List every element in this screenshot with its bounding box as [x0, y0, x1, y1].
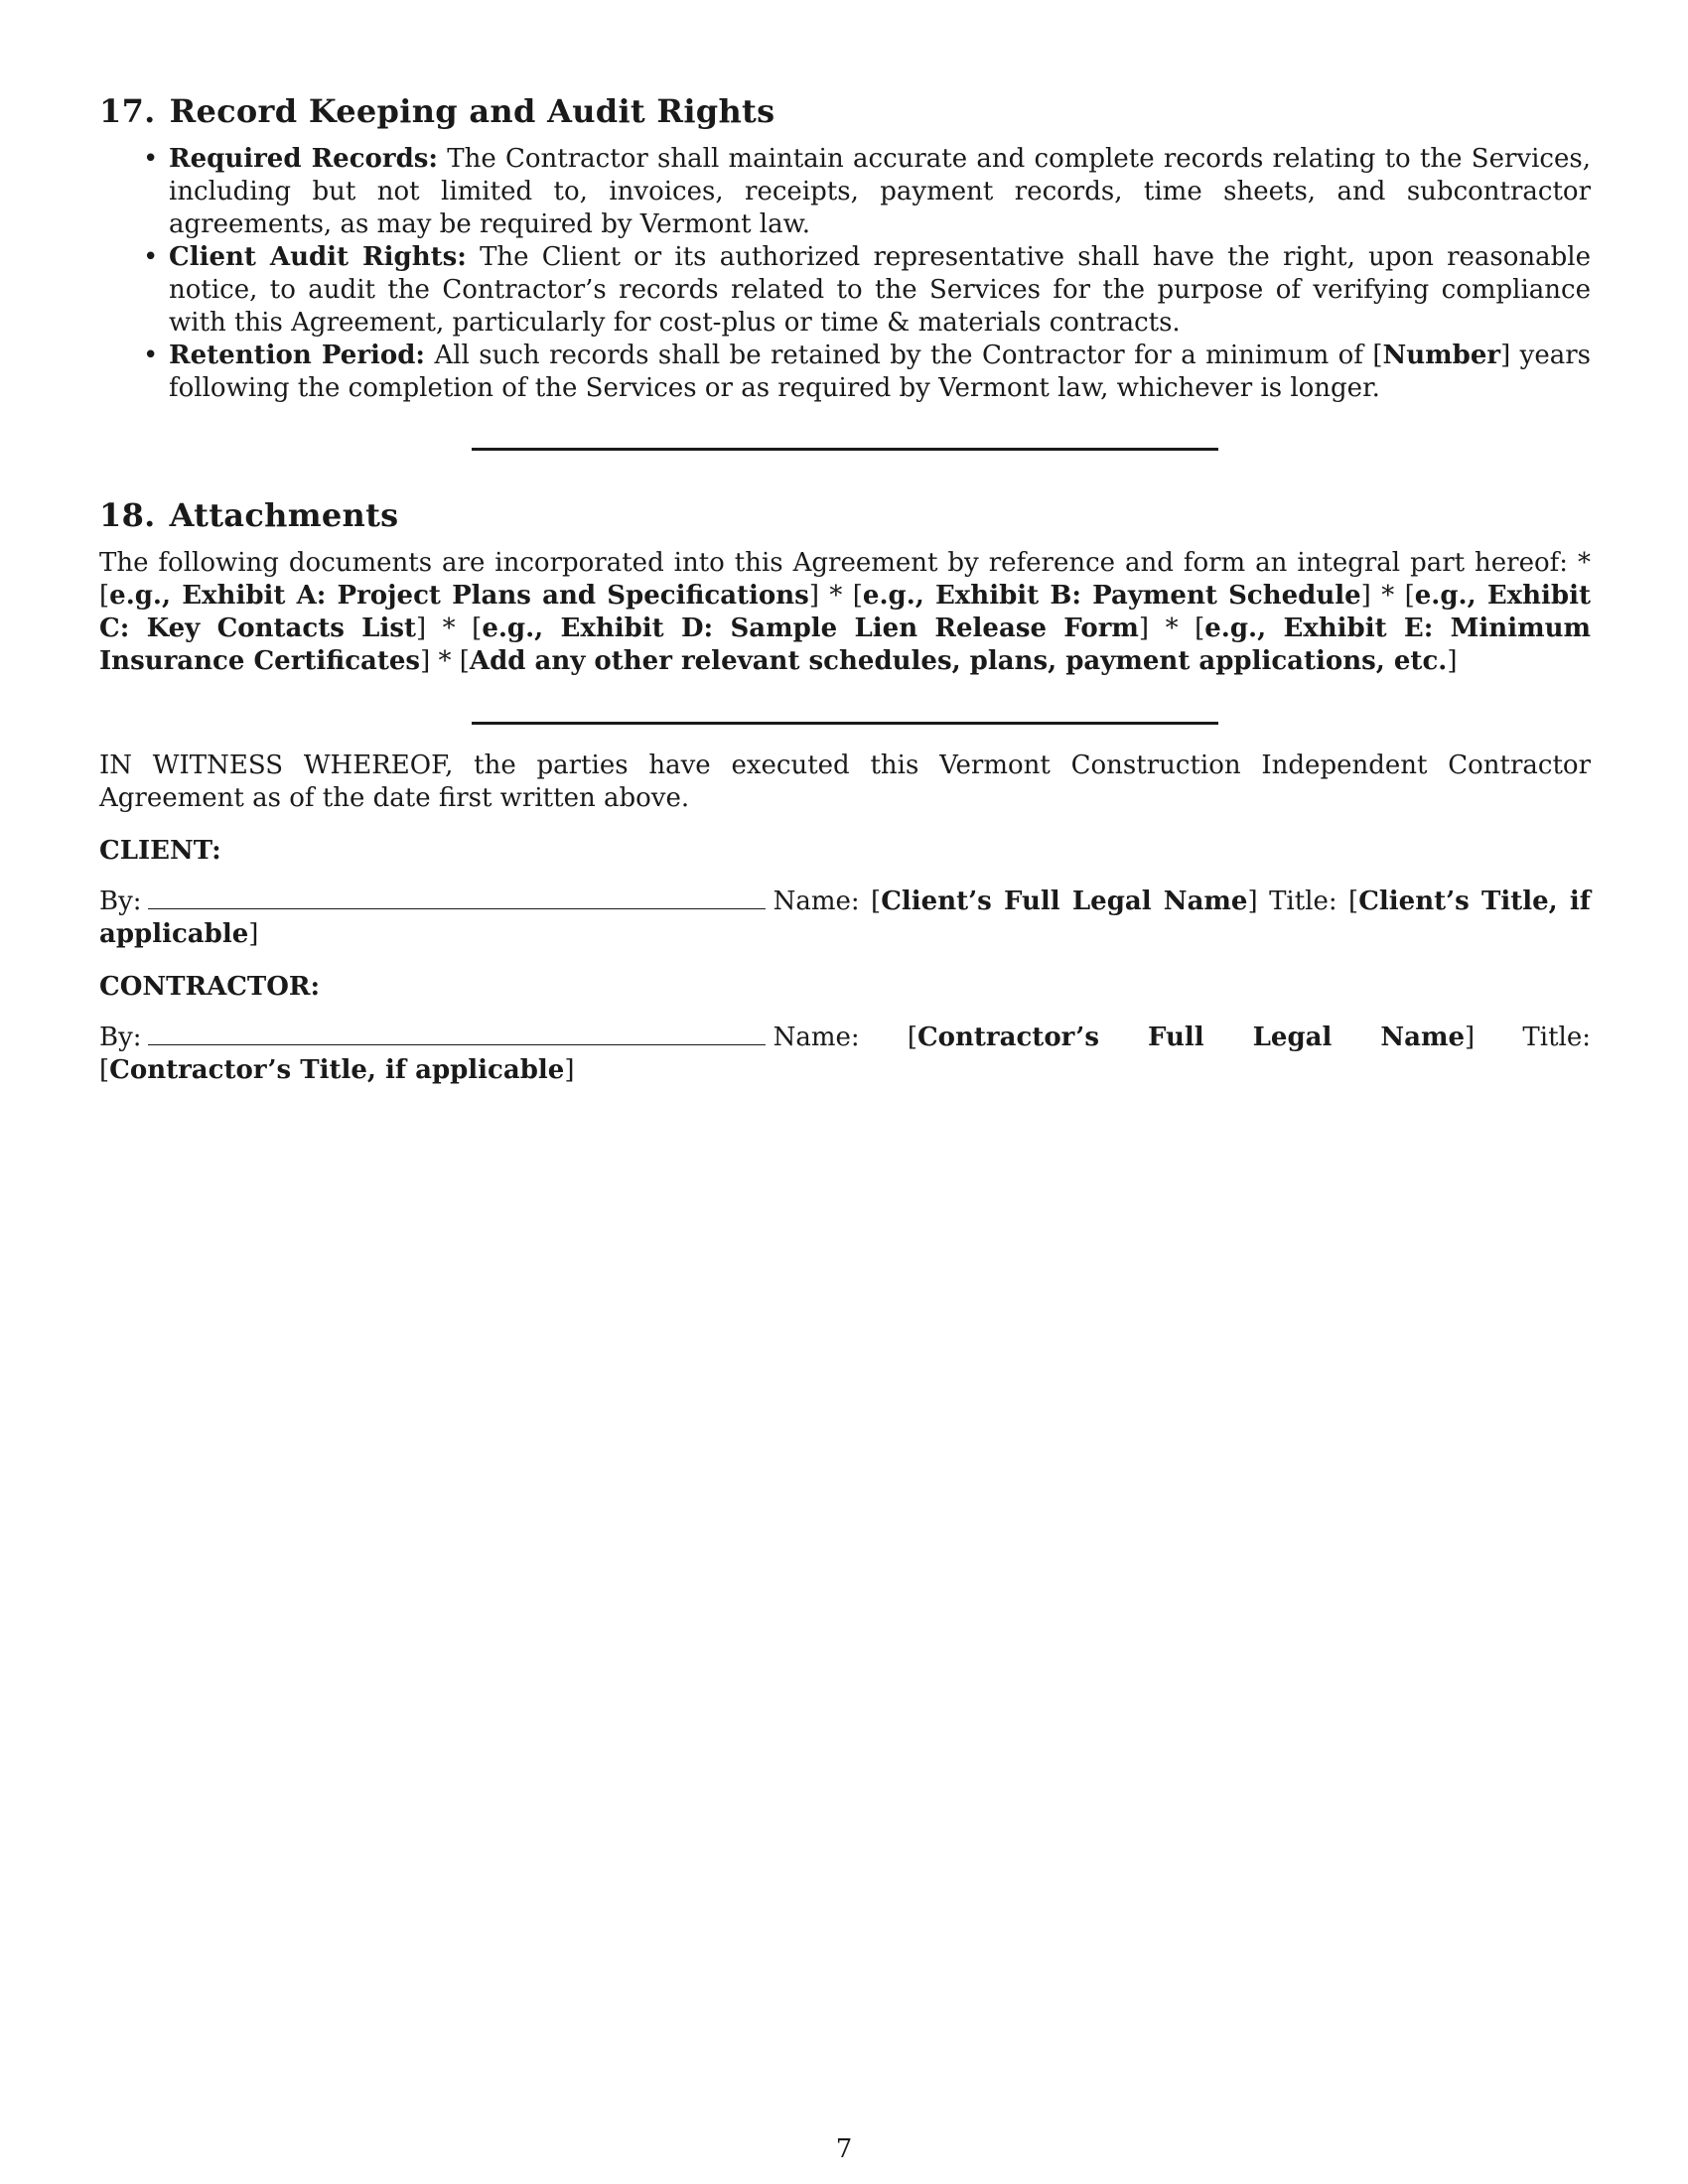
separator: ] — [1447, 646, 1458, 676]
contractor-signature-block: By: Name: [Contractor’s Full Legal Name] Title: [Contractor’s Title, if applicable] — [99, 1023, 1591, 1085]
other-attachments-placeholder: Add any other relevant schedules, plans, payment applications, etc. — [469, 646, 1448, 676]
exhibit-c-placeholder: e.g., Exhibit C: Key Contacts List — [99, 581, 1591, 643]
exhibit-a-placeholder: e.g., Exhibit A: Project Plans and Specifications — [109, 581, 809, 611]
section-18-heading — [99, 495, 1591, 535]
separator: ] * [ — [415, 614, 483, 643]
list-item-retention-period — [169, 340, 1591, 405]
contractor-signature-line[interactable] — [148, 1023, 766, 1045]
section-17-title: Record Keeping and Audit Rights — [169, 92, 775, 130]
list-item-required-records — [169, 143, 1591, 241]
contractor-name-label: Name: — [773, 1023, 860, 1052]
retention-number-placeholder: Number — [1382, 341, 1501, 370]
list-item-client-audit-rights — [169, 241, 1591, 340]
exhibit-e-placeholder: e.g., Exhibit E: Minimum Insurance Certificates — [99, 614, 1592, 676]
exhibit-b-placeholder: e.g., Exhibit B: Payment Schedule — [862, 581, 1361, 611]
exhibit-d-placeholder: e.g., Exhibit D: Sample Lien Release Form — [482, 614, 1139, 643]
required-records-text: The Contractor shall maintain accurate and complete records relating to the Services, including but not limited to, invoices, receipts, payment records, time sheets, and subcontractor agreements, as may be required by Vermont law. — [169, 144, 1591, 239]
client-title-placeholder: Client’s Title, if applicable — [99, 887, 1591, 949]
client-signature-line[interactable] — [148, 887, 766, 909]
client-title-label: Title: — [1269, 887, 1337, 916]
contractor-by-label: By: — [99, 1023, 142, 1052]
contractor-title-placeholder: Contractor’s Title, if applicable — [109, 1055, 565, 1085]
retention-period-text-before: All such records shall be retained by the Contractor for a minimum of [ — [434, 341, 1383, 370]
section-18-number: 18. — [99, 496, 156, 534]
separator: ] * [ — [1138, 614, 1205, 643]
page-number: 7 — [835, 2134, 853, 2164]
retention-period-label: Retention Period: — [169, 341, 426, 370]
retention-period-text-after: ] years following the completion of the Services or as required by Vermont law, whichever is longer. — [169, 341, 1591, 403]
document-page — [99, 91, 1591, 1087]
client-by-label: By: — [99, 887, 142, 916]
attachments-intro: The following documents are incorporated into this Agreement by reference and form an integral part hereof: * [ — [99, 548, 1591, 611]
section-divider — [472, 722, 1218, 725]
attachments-paragraph — [99, 547, 1591, 678]
section-17-heading — [99, 91, 1591, 131]
client-audit-rights-label: Client Audit Rights: — [169, 242, 467, 272]
separator: ] * [ — [1360, 581, 1415, 611]
section-18-title: Attachments — [169, 496, 399, 534]
contractor-title-label: Title: — [1522, 1023, 1591, 1052]
client-name-label: Name: — [773, 887, 860, 916]
contractor-name-placeholder: Contractor’s Full Legal Name — [916, 1023, 1466, 1052]
client-signature-block: By: Name: [Client’s Full Legal Name] Title: [Client’s Title, if applicable] — [99, 887, 1591, 949]
section-17-number: 17. — [99, 92, 156, 130]
separator: ] * [ — [420, 646, 470, 676]
client-audit-rights-text: The Client or its authorized representative shall have the right, upon reasonable notice, to audit the Contractor’s records related to the Services for the purpose of verifying compliance with this Agreement, particularly for cost-plus or time & materials contracts. — [169, 242, 1591, 338]
client-name-placeholder: Client’s Full Legal Name — [881, 887, 1248, 916]
section-divider — [472, 448, 1218, 451]
witness-clause: IN WITNESS WHEREOF, the parties have executed this Vermont Construction Independent Contractor Agreement as of the date first written above. — [99, 751, 1591, 813]
contractor-heading: CONTRACTOR: — [99, 972, 321, 1002]
required-records-label: Required Records: — [169, 144, 439, 174]
separator: ] * [ — [808, 581, 863, 611]
section-17-list — [99, 143, 1591, 405]
client-heading: CLIENT: — [99, 836, 221, 866]
